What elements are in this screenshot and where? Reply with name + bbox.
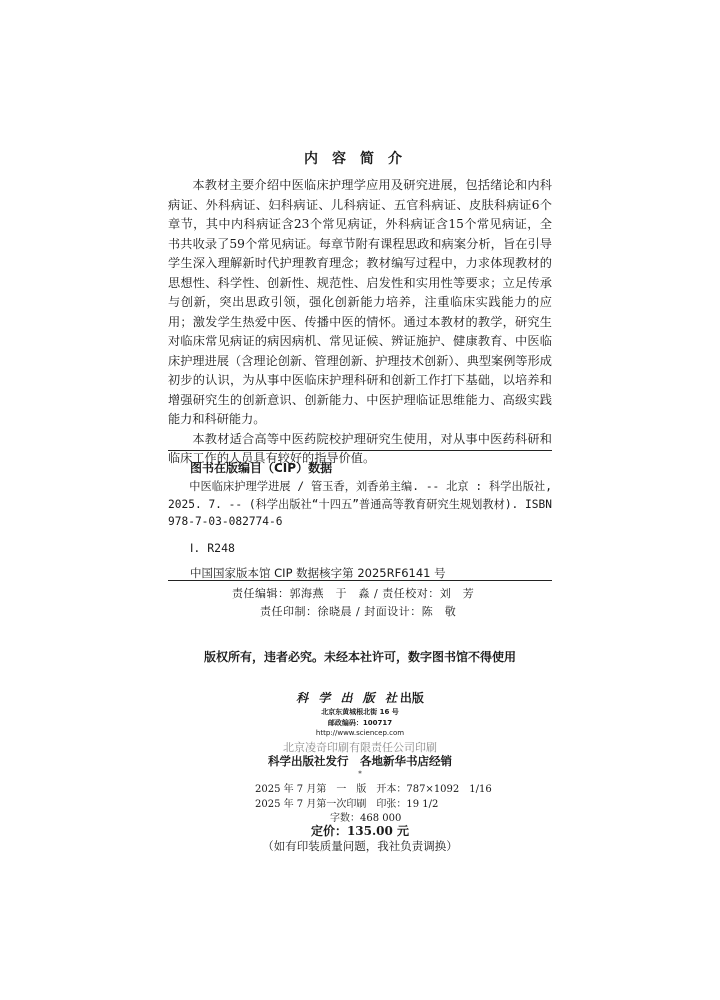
cip-top-rule [168, 450, 552, 451]
credits-production: 责任印制：徐晓晨 / 封面设计：陈 敬 [260, 605, 457, 618]
publisher-logo-text: 科 学 出 版 社 [296, 691, 400, 705]
cip-record-number: 中国国家版本馆 CIP 数据核字第 2025RF6141 号 [190, 566, 446, 580]
intro-text [168, 176, 552, 469]
edition-line: 2025 年 7 月第 一 版 开本：787×1092 1/16 [255, 784, 492, 795]
publisher-postcode: 邮政编码：100717 [327, 719, 393, 727]
credits-editors: 责任编辑：郭海燕 于 淼 / 责任校对：刘 芳 [232, 587, 475, 600]
cip-heading: 图书在版编目（CIP）数据 [190, 461, 333, 475]
separator-star: * [358, 770, 362, 778]
printing-line: 2025 年 7 月第一次印刷 印张：19 1/2 [255, 799, 439, 810]
publisher-name-suffix: 出版 [399, 691, 424, 705]
cip-body: 中医临床护理学进展 / 管玉香，刘香弟主编. -- 北京 : 科学出版社, 2025. 7. -- (科学出版社“十四五”普通高等教育研究生规划教材). ISBN 978-7-03-082774-6 [168, 480, 552, 528]
cip-classification: Ⅰ. R248 [190, 541, 235, 555]
intro-title: 内容简介 [304, 151, 416, 167]
distribution-line: 科学出版社发行 各地新华书店经销 [268, 754, 452, 768]
printer-line: 北京凌奇印刷有限责任公司印刷 [283, 741, 437, 754]
copyright-notice: 版权所有，违者必究。未经本社许可，数字图书馆不得使用 [203, 650, 516, 664]
intro-paragraph-2: 本教材适合高等中医药院校护理研究生使用，对从事中医药科研和临床工作的人员具有较好的指导价值。 [168, 431, 552, 465]
publisher-name [0, 689, 720, 706]
cip-bottom-rule [168, 580, 552, 581]
price: 定价：135.00 元 [310, 824, 410, 838]
word-count: 字数：468 000 [330, 813, 402, 824]
publisher-url: http://www.sciencep.com [315, 729, 405, 737]
intro-paragraph-1: 本教材主要介绍中医临床护理学应用及研究进展，包括绪论和内科病证、外科病证、妇科病证、儿科病证、五官科病证、皮肤科病证6个章节，其中内科病证含23个常见病证，外科病证含15个常见病证，全书共收录了59个常见病证。每章节附有课程思政和病案分析，旨在引导学生深入理解新时代护理教育理念；教材编写过程中，力求体现教材的思想性、科学性、创新性、规范性、启发性和实用性等要求；立足传承与创新，突出思政引领，强化创新能力培养，注重临床实践能力的应用；激发学生热爱中医、传播中医的情怀。通过本教材的教学，研究生对临床常见病证的病因病机、常见证候、辨证施护、健康教育、中医临床护理进展（含理论创新、管理创新、护理技术创新）、典型案例等形成初步的认识，为从事中医临床护理科研和创新工作打下基础，以培养和增强研究生的创新意识、创新能力、中医护理临证思维能力、高级实践能力和科研能力。 [168, 178, 552, 426]
quality-notice: （如有印装质量问题，我社负责调换） [262, 839, 458, 853]
publisher-address: 北京东黄城根北街 16 号 [321, 708, 399, 716]
